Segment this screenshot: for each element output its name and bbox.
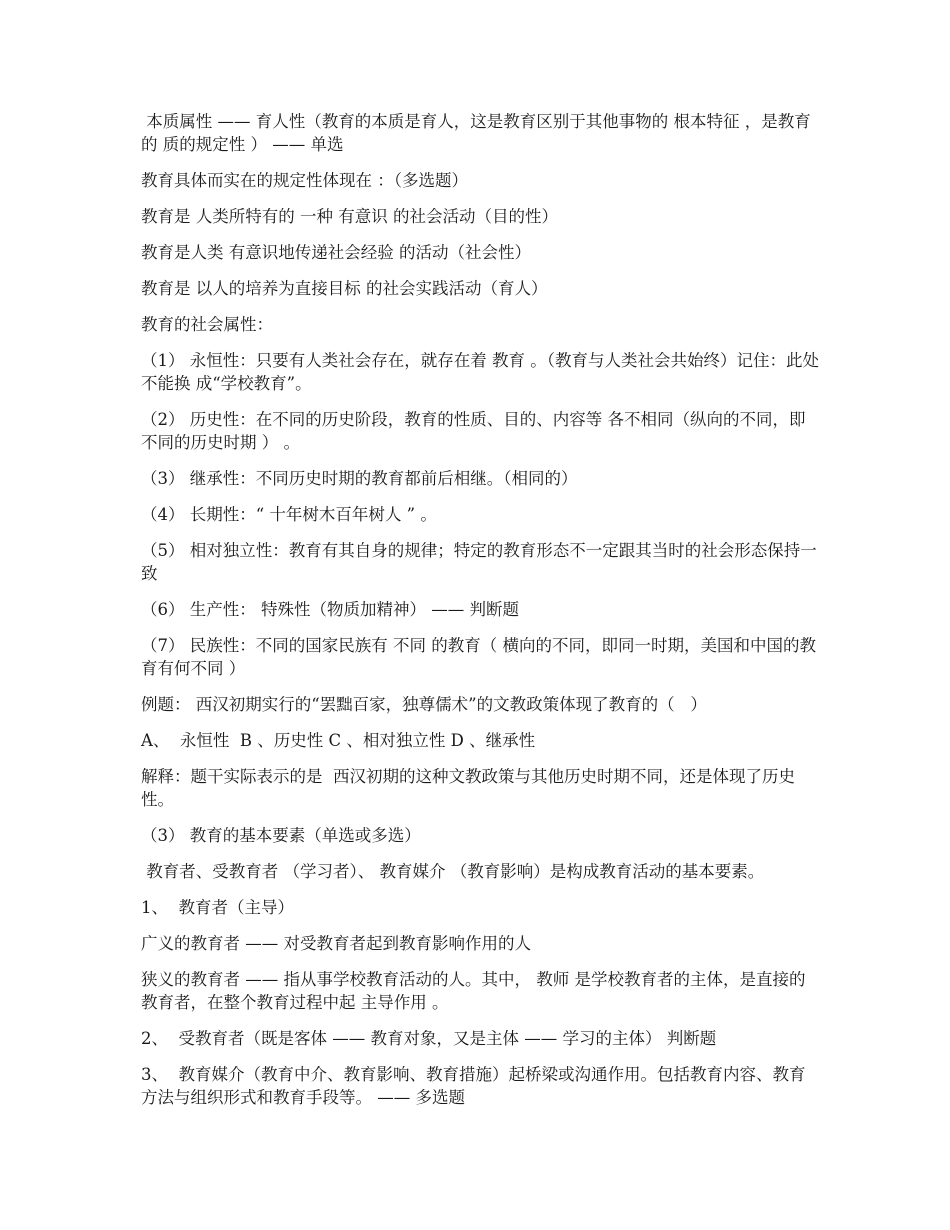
paragraph-basic-elements-heading: （3） 教育的基本要素（单选或多选） xyxy=(141,826,421,845)
paragraph-productivity: （6） 生产性： 特殊性（物质加精神） —— 判断题 xyxy=(141,600,519,619)
paragraph-explanation: 解释：题干实际表示的是 西汉初期的这种文教政策与其他历史时期不同，还是体现了历史性。 xyxy=(141,767,795,809)
paragraph-educator-heading: 1、 教育者（主导） xyxy=(141,898,294,917)
paragraph-historicity: （2） 历史性：在不同的历史阶段，教育的性质、目的、内容等 各不相同（纵向的不同，即不同的历史时期 ） 。 xyxy=(141,410,806,452)
paragraph-answer-options: A、 永恒性 B 、历史性 C 、相对独立性 D 、继承性 xyxy=(141,731,536,750)
paragraph-relative-independence: （5） 相对独立性：教育有其自身的规律；特定的教育形态不一定跟其当时的社会形态保持一致 xyxy=(141,541,817,583)
paragraph-learner: 2、 受教育者（既是客体 —— 教育对象，又是主体 —— 学习的主体） 判断题 xyxy=(141,1029,717,1048)
document-body xyxy=(141,110,821,1122)
paragraph-broad-educator: 广义的教育者 —— 对受教育者起到教育影响作用的人 xyxy=(141,934,531,953)
paragraph-sociality: 教育是人类 有意识地传递社会经验 的活动（社会性） xyxy=(141,243,531,262)
paragraph-educational-medium: 3、 教育媒介（教育中介、教育影响、教育措施）起桥梁或沟通作用。包括教育内容、教育方法与组织形式和教育手段等。 —— 多选题 xyxy=(141,1065,806,1107)
paragraph-long-term: （4） 长期性：“ 十年树木百年树人 ” 。 xyxy=(141,505,437,524)
paragraph-cultivation: 教育是 以人的培养为直接目标 的社会实践活动（育人） xyxy=(141,279,548,298)
paragraph-purposiveness: 教育是 人类所特有的 一种 有意识 的社会活动（目的性） xyxy=(141,207,558,226)
paragraph-specific-regulation: 教育具体而实在的规定性体现在 ：（多选题） xyxy=(141,171,468,190)
paragraph-inheritance: （3） 继承性：不同历史时期的教育都前后相继。（相同的） xyxy=(141,469,578,488)
paragraph-permanence: （1） 永恒性：只要有人类社会存在，就存在着 教育 。（教育与人类社会共始终）记住：此处不能换 成“学校教育”。 xyxy=(141,351,819,393)
paragraph-basic-elements: 教育者、受教育者 （学习者）、 教育媒介 （教育影响）是构成教育活动的基本要素。 xyxy=(141,862,765,881)
paragraph-essential-attribute: 本质属性 —— 育人性（教育的本质是育人，这是教育区别于其他事物的 根本特征 ，是教育的 质的规定性 ） —— 单选 xyxy=(141,112,811,154)
paragraph-nationality: （7） 民族性：不同的国家民族有 不同 的教育（ 横向的不同，即同一时期，美国和中国的教育有何不同 ） xyxy=(141,636,816,678)
paragraph-narrow-educator: 狭义的教育者 —— 指从事学校教育活动的人。其中， 教师 是学校教育者的主体，是直接的教育者，在整个教育过程中起 主导作用 。 xyxy=(141,970,806,1012)
paragraph-social-attributes-heading: 教育的社会属性： xyxy=(141,315,273,334)
paragraph-example-question: 例题： 西汉初期实行的“罢黜百家，独尊儒术”的文教政策体现了教育的（ ） xyxy=(141,695,707,714)
